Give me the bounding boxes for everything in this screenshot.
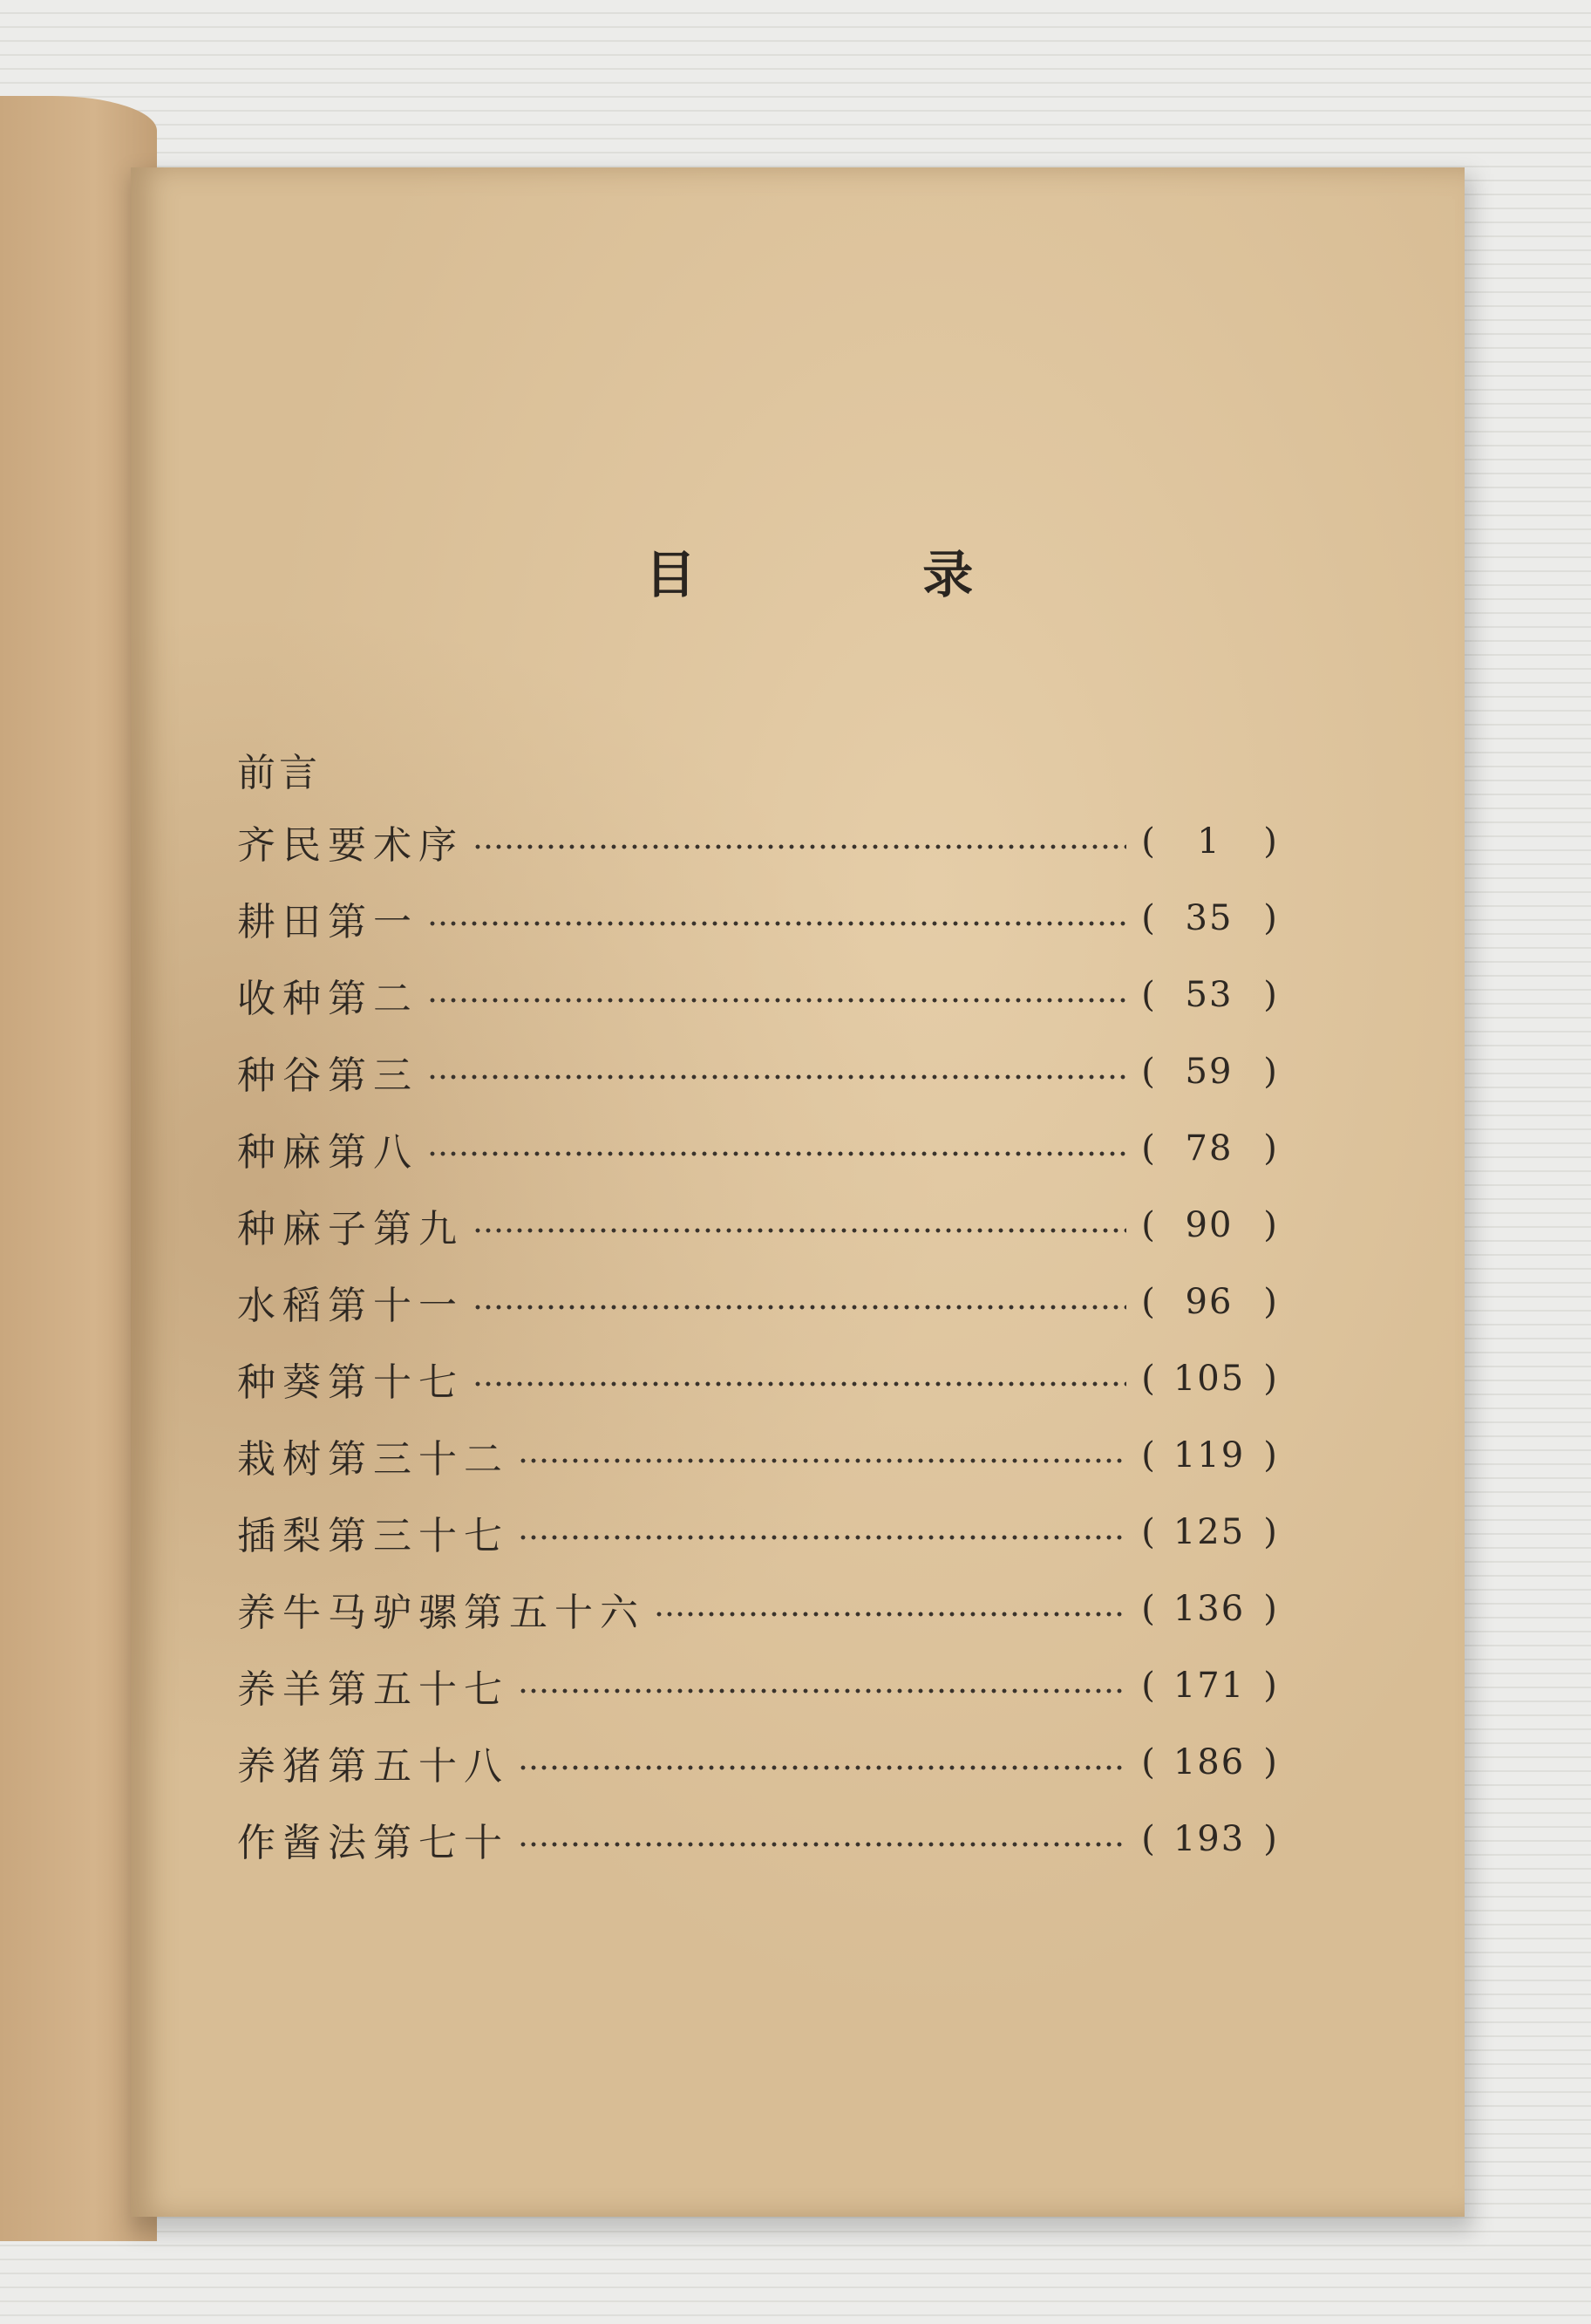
- toc-entry-page: 1: [1197, 821, 1221, 862]
- toc-entry-page: 171: [1173, 1666, 1246, 1706]
- toc-entry-page: 105: [1173, 1359, 1246, 1399]
- dot-leader: [518, 1840, 1126, 1849]
- close-paren: ): [1263, 898, 1277, 938]
- toc-entry-title: 作酱法第七十: [237, 1821, 509, 1865]
- toc-entry: [237, 1118, 1283, 1179]
- open-paren: (: [1141, 1359, 1155, 1399]
- dot-leader: [654, 1610, 1126, 1619]
- toc-entry-page: 119: [1173, 1435, 1246, 1476]
- close-paren: ): [1263, 1205, 1277, 1245]
- toc-entry: [237, 1195, 1283, 1256]
- dot-leader: [473, 1303, 1126, 1312]
- close-paren: ): [1263, 1435, 1277, 1476]
- toc-entry-page: 125: [1173, 1512, 1246, 1552]
- dot-leader: [473, 842, 1126, 851]
- toc-entry-title: 水稻第十一: [237, 1284, 464, 1328]
- dot-leader: [473, 1380, 1126, 1388]
- toc-preface: 前言: [237, 751, 321, 795]
- open-paren: (: [1141, 1282, 1155, 1322]
- dot-leader: [427, 1149, 1126, 1158]
- toc-entry-page: 78: [1185, 1128, 1234, 1169]
- toc-entry-title: 种麻子第九: [237, 1207, 464, 1251]
- toc-entry-page: 96: [1185, 1282, 1234, 1322]
- dot-leader: [518, 1687, 1126, 1695]
- toc-entry: [237, 1655, 1283, 1716]
- close-paren: ): [1263, 1666, 1277, 1706]
- toc-entry: [237, 1732, 1283, 1793]
- open-paren: (: [1141, 1052, 1155, 1092]
- toc-entry-title: 栽树第三十二: [237, 1437, 509, 1482]
- toc-entry-page: 136: [1173, 1589, 1246, 1629]
- page-title: 目 录: [645, 545, 1078, 604]
- toc-entry-title: 养牛马驴骡第五十六: [237, 1591, 645, 1635]
- toc-entry-page: 186: [1173, 1742, 1246, 1782]
- close-paren: ): [1263, 821, 1277, 862]
- dot-leader: [518, 1533, 1126, 1542]
- toc-entry: [237, 964, 1283, 1026]
- dot-leader: [427, 919, 1126, 928]
- close-paren: ): [1263, 1742, 1277, 1782]
- toc-entry-title: 插梨第三十七: [237, 1514, 509, 1558]
- open-paren: (: [1141, 898, 1155, 938]
- toc-entry: [237, 1271, 1283, 1332]
- close-paren: ): [1263, 1359, 1277, 1399]
- toc-entry-page: 59: [1185, 1052, 1234, 1092]
- toc-entry-title: 收种第二: [237, 977, 418, 1021]
- toc-entry: [237, 888, 1283, 949]
- open-paren: (: [1141, 1666, 1155, 1706]
- toc-entry-title: 养猪第五十八: [237, 1744, 509, 1789]
- open-paren: (: [1141, 1512, 1155, 1552]
- toc-entry-title: 种葵第十七: [237, 1360, 464, 1405]
- toc-entry-page: 90: [1185, 1205, 1234, 1245]
- open-paren: (: [1141, 1205, 1155, 1245]
- dot-leader: [427, 996, 1126, 1005]
- toc-entry: [237, 1502, 1283, 1563]
- open-paren: (: [1141, 1819, 1155, 1859]
- open-paren: (: [1141, 1589, 1155, 1629]
- toc-entry-title: 种麻第八: [237, 1130, 418, 1175]
- toc-entry: [237, 1809, 1283, 1870]
- close-paren: ): [1263, 1589, 1277, 1629]
- close-paren: ): [1263, 1512, 1277, 1552]
- toc-entry-title: 养羊第五十七: [237, 1667, 509, 1712]
- open-paren: (: [1141, 821, 1155, 862]
- toc-entry: [237, 1425, 1283, 1486]
- close-paren: ): [1263, 975, 1277, 1015]
- dot-leader: [518, 1763, 1126, 1772]
- open-paren: (: [1141, 1128, 1155, 1169]
- toc-entry-title: 耕田第一: [237, 900, 418, 944]
- toc-entry-page: 53: [1185, 975, 1234, 1015]
- toc-entry-page: 35: [1185, 898, 1234, 938]
- open-paren: (: [1141, 1435, 1155, 1476]
- open-paren: (: [1141, 975, 1155, 1015]
- toc-entry: [237, 1348, 1283, 1409]
- toc-entry-page: 193: [1173, 1819, 1246, 1859]
- close-paren: ): [1263, 1052, 1277, 1092]
- open-paren: (: [1141, 1742, 1155, 1782]
- close-paren: ): [1263, 1128, 1277, 1169]
- toc-entry: [237, 811, 1283, 872]
- dot-leader: [473, 1226, 1126, 1235]
- toc-entry: [237, 1578, 1283, 1639]
- dot-leader: [427, 1073, 1126, 1081]
- close-paren: ): [1263, 1819, 1277, 1859]
- book-page: [131, 167, 1465, 2217]
- dot-leader: [518, 1456, 1126, 1465]
- toc-entry-title: 齐民要术序: [237, 823, 464, 868]
- toc-entry: [237, 1041, 1283, 1102]
- close-paren: ): [1263, 1282, 1277, 1322]
- toc-entry-title: 种谷第三: [237, 1053, 418, 1098]
